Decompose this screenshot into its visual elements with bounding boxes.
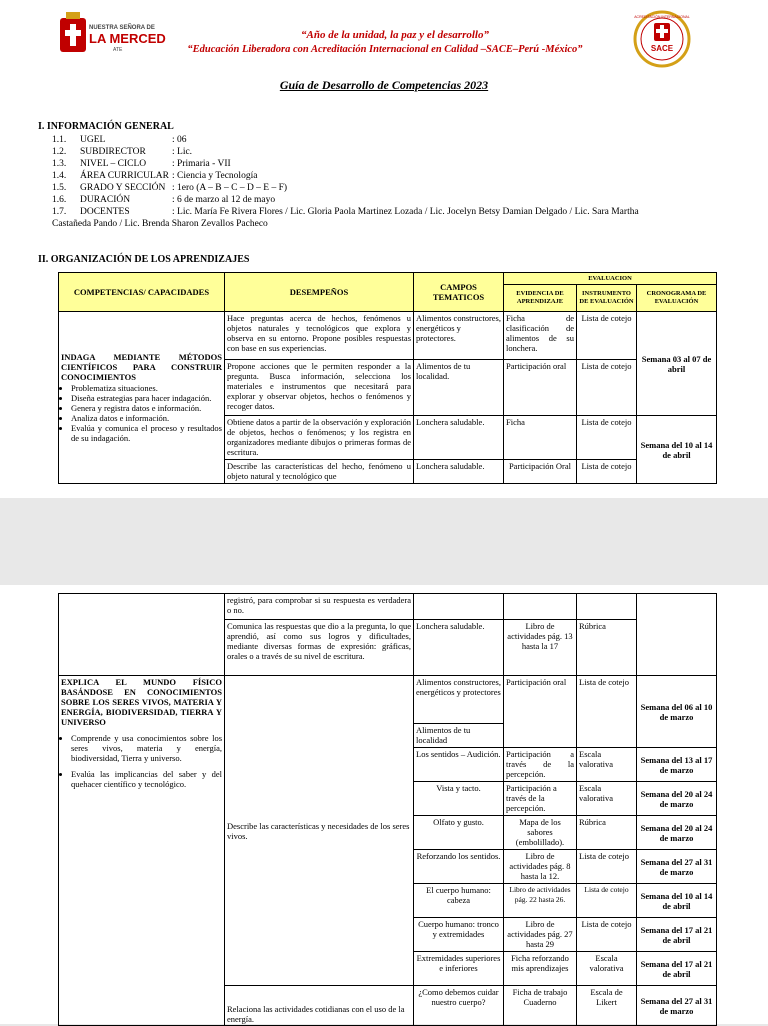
cronograma-cell: Semana del 27 al 31 de marzo [637,850,717,884]
instrumento-cell: Lista de cotejo [577,360,637,416]
desempeno-cell: Propone acciones que le permiten responder a la pregunta. Busca información, selecciona los materiales e instrumentos que necesitará para explorar y observar objetos, hechos o fenómenos y recoger datos. [225,360,414,416]
header-cronograma: CRONOGRAMA DE EVALUACIÓN [637,285,717,312]
cronograma-cell: Semana del 17 al 21 de abril [637,918,717,952]
evidencia-cell: Mapa de los sabores (embolillado). [504,816,577,850]
list-item: • Comprende y usa conocimientos sobre los seres vivos, materia y energía, biodiversidad, Tierra y universo. [71,733,222,763]
campo-cell: Lonchera saludable. [414,416,504,460]
svg-text:ATE: ATE [113,47,123,53]
general-info-list [52,134,732,230]
motto-line-2: “Educación Liberadora con Acreditación Internacional en Calidad –SACE–Perú -México” [187,44,583,55]
competencia-title: INDAGA MEDIANTE MÉTODOS CIENTÍFICOS PARA CONSTRUIR CONOCIMIENTOS [61,352,222,382]
instrumento-cell [577,594,637,620]
campo-cell: Lonchera saludable. [414,620,504,676]
instrumento-cell: Escala valorativa [577,782,637,816]
campo-cell: Olfato y gusto. [414,816,504,850]
cronograma-cell [637,594,717,676]
list-item: • Evalúa y comunica el proceso y resultados de su indagación. [71,423,222,443]
cronograma-cell: Semana del 20 al 24 de marzo [637,782,717,816]
campo-cell: Alimentos constructores, energéticos y protectores. [414,312,504,360]
instrumento-cell: Lista de cotejo [577,460,637,484]
learning-table-page-2 [58,593,717,1026]
instrumento-cell: Rúbrica [577,620,637,676]
evidencia-cell [504,594,577,620]
header-evaluacion: EVALUACION [504,273,717,285]
evidencia-cell: Participación a través de la percepción. [504,782,577,816]
instrumento-cell: Lista de cotejo [577,312,637,360]
docentes-continuation: Castañeda Pando / Lic. Brenda Sharon Zevallos Pacheco [52,219,268,229]
list-item: • Genera y registra datos e información. [71,403,222,413]
competencia-indaga-cont-cell [59,594,225,676]
campo-cell [414,594,504,620]
campo-cell: Lonchera saludable. [414,460,504,484]
evidencia-cell: Participación a través de la percepción. [504,748,577,782]
instrumento-cell: Escala valorativa [577,748,637,782]
svg-text:LA MERCED: LA MERCED [89,31,166,46]
desempeno-cell: Describe las características del hecho, fenómeno u objeto natural y tecnológico que [225,460,414,484]
header-competencias: COMPETENCIAS/ CAPACIDADES [59,273,225,312]
campo-cell: Alimentos constructores, energéticos y protectores [414,676,504,724]
competencia-title: EXPLICA EL MUNDO FÍSICO BASÁNDOSE EN CONOCIMIENTOS SOBRE LOS SERES VIVOS, MATERIA Y ENERGÍA, BIODIVERSIDAD, TIERRA Y UNIVERSO [61,677,222,727]
list-item: • Problematiza situaciones. [71,383,222,393]
instrumento-cell: Lista de cotejo [577,676,637,748]
info-row: 1.4. ÁREA CURRICULAR : Ciencia y Tecnología [52,171,258,181]
campo-cell: Vista y tacto. [414,782,504,816]
desempeno-cell: Hace preguntas acerca de hechos, fenómenos u objetos naturales y tecnológicos que explora y observa en su entorno. Propone posibles respuestas con base en sus experiencias. [225,312,414,360]
evidencia-cell: Ficha de trabajo Cuaderno [504,986,577,1026]
info-row: 1.3. NIVEL – CICLO : Primaria - VII [52,159,231,169]
svg-text:SACE: SACE [650,44,674,53]
campo-cell: ¿Como debemos cuidar nuestro cuerpo? [414,986,504,1026]
info-row: 1.2. SUBDIRECTOR : Lic. [52,147,193,157]
capacidades-list [61,733,222,763]
evidencia-cell: Libro de actividades pág. 13 hasta la 17 [504,620,577,676]
page-header [0,10,768,66]
cronograma-cell: Semana del 06 al 10 de marzo [637,676,717,748]
la-merced-logo-icon [58,12,166,62]
campo-cell: Alimentos de tu localidad. [414,360,504,416]
info-row: 1.1. UGEL : 06 [52,135,187,145]
desempeno-cell: Relaciona las actividades cotidianas con el uso de la energía. [225,986,414,1026]
header-evidencia: EVIDENCIA DE APRENDIZAJE [504,285,577,312]
instrumento-cell: Rúbrica [577,816,637,850]
document-page-1 [0,0,768,498]
campo-cell: El cuerpo humano: cabeza [414,884,504,918]
learning-table-page-1 [58,272,717,484]
list-item: • Analiza datos e información. [71,413,222,423]
document-page-2 [0,585,768,1024]
competencia-explica-cell [59,676,225,1026]
evidencia-cell: Participación oral [504,676,577,748]
svg-text:NUESTRA SEÑORA DE: NUESTRA SEÑORA DE [89,25,155,31]
cronograma-cell: Semana del 20 al 24 de marzo [637,816,717,850]
campo-cell: Reforzando los sentidos. [414,850,504,884]
campo-cell: Alimentos de tu localidad [414,724,504,748]
campo-cell: Extremidades superiores e inferiores [414,952,504,986]
cronograma-cell: Semana del 17 al 21 de abril [637,952,717,986]
evidencia-cell: Libro de actividades pág. 8 hasta la 12. [504,850,577,884]
desempeno-cell: Obtiene datos a partir de la observación y exploración de objetos, hechos o fenómenos; y los registra en organizadores mediante dibujos o primeras formas de escritura. [225,416,414,460]
header-campos: CAMPOS TEMATICOS [414,273,504,312]
evidencia-cell: Ficha reforzando mis aprendizajes [504,952,577,986]
desempeno-cell: registró, para comprobar si su respuesta es verdadera o no. [225,594,414,620]
desempeno-cell: Comunica las respuestas que dio a la pregunta, lo que aprendió, así como sus logros y dificultades, mediante diversas formas de expresión: gráficas, orales o a través de su nivel de escritura. [225,620,414,676]
campo-cell: Los sentidos – Audición. [414,748,504,782]
svg-text:ACREDITACIÓN INTERNACIONAL: ACREDITACIÓN INTERNACIONAL [634,15,690,19]
capacidades-list [61,769,222,789]
cronograma-cell: Semana del 10 al 14 de abril [637,416,717,484]
competencia-indaga-cell [59,312,225,484]
list-item: • Evalúa las implicancias del saber y del quehacer científico y tecnológico. [71,769,222,789]
evidencia-cell: Participación Oral [504,460,577,484]
instrumento-cell: Lista de cotejo [577,884,637,918]
section-2-heading: II. ORGANIZACIÓN DE LOS APRENDIZAJES [38,254,250,265]
motto-line-1: “Año de la unidad, la paz y el desarrollo” [301,29,489,41]
cronograma-cell: Semana 03 al 07 de abril [637,312,717,416]
instrumento-cell: Lista de cotejo [577,416,637,460]
header-desempenos: DESEMPEÑOS [225,273,414,312]
info-row: 1.5. GRADO Y SECCIÓN : 1ero (A – B – C – D – E – F) [52,183,288,193]
cronograma-cell: Semana del 27 al 31 de marzo [637,986,717,1026]
evidencia-cell: Libro de actividades pág. 27 hasta 29 [504,918,577,952]
info-row: 1.7. DOCENTES : Lic. María Fe Rivera Flores / Lic. Gloria Paola Martinez Lozada / Lic. Jocelyn Betsy Damian Delgado / Lic. Sara Martha [52,207,639,217]
section-1-heading: I. INFORMACIÓN GENERAL [38,121,174,132]
header-instrumento: INSTRUMENTO DE EVALUACIÓN [577,285,637,312]
desempeno-cell: Describe las características y necesidades de los seres vivos. [225,676,414,986]
list-item: • Diseña estrategias para hacer indagación. [71,393,222,403]
instrumento-cell: Escala de Likert [577,986,637,1026]
instrumento-cell: Lista de cotejo [577,918,637,952]
cronograma-cell: Semana del 13 al 17 de marzo [637,748,717,782]
evidencia-cell: Libro de actividades pág. 22 hasta 26. [504,884,577,918]
sace-seal-icon [633,10,691,68]
info-row: 1.6. DURACIÓN : 6 de marzo al 12 de mayo [52,195,276,205]
evidencia-cell: Participación oral [504,360,577,416]
capacidades-list [61,383,222,443]
evidencia-cell: Ficha de clasificación de alimentos de su lonchera. [504,312,577,360]
instrumento-cell: Escala valorativa [577,952,637,986]
document-title: Guía de Desarrollo de Competencias 2023 [279,78,489,92]
evidencia-cell: Ficha [504,416,577,460]
instrumento-cell: Lista de cotejo [577,850,637,884]
cronograma-cell: Semana del 10 al 14 de abril [637,884,717,918]
campo-cell: Cuerpo humano: tronco y extremidades [414,918,504,952]
